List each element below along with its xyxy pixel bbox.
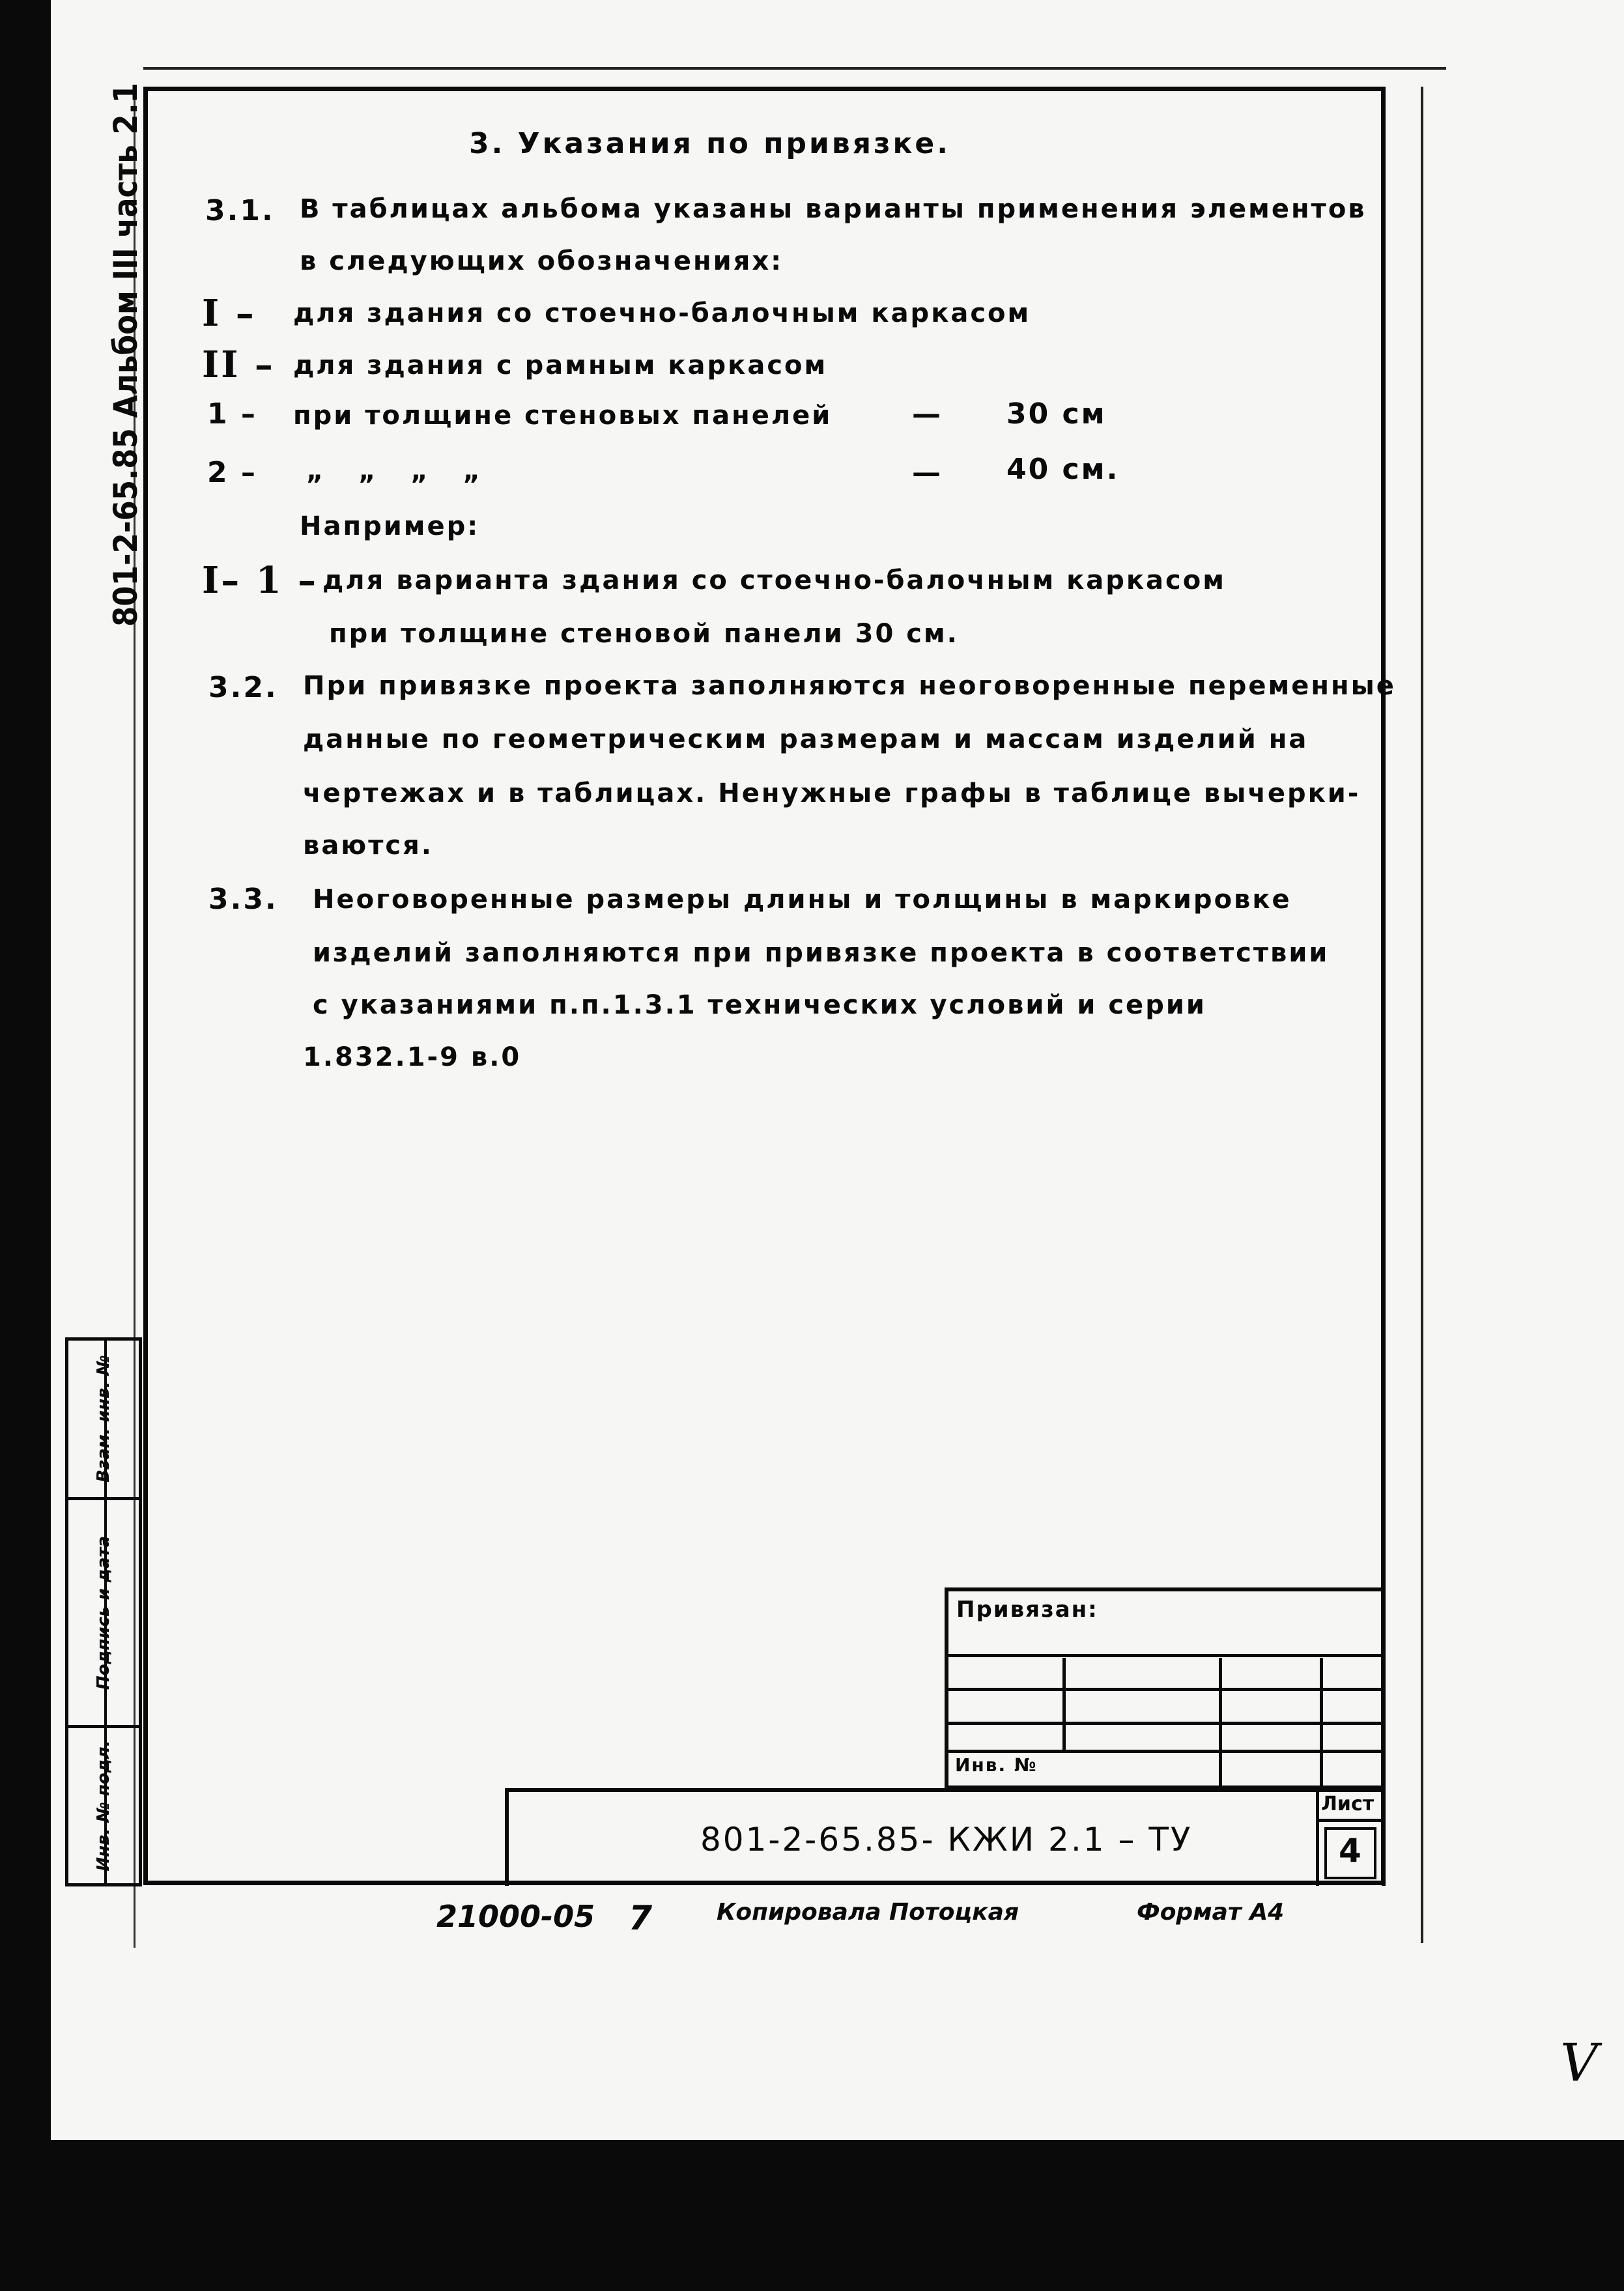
stamp-cell-podpis xyxy=(68,1500,139,1728)
footer-page: 7 xyxy=(629,1899,653,1938)
legend-mark-1: I – xyxy=(202,292,256,335)
s31-text: В таблицах альбома указаны варианты применения элементов xyxy=(300,194,1367,224)
example-text: для варианта здания со стоечно-балочным каркасом xyxy=(322,565,1226,595)
stamp-podpis-label: Подпись и дата xyxy=(94,1535,113,1690)
s32-line-3: чертежах и в таблицах. Ненужные графы в таблице вычерки- xyxy=(303,778,1361,808)
sheet-divider xyxy=(1316,1819,1386,1822)
tb-row-3 xyxy=(948,1722,1382,1725)
stamp-cell-inv xyxy=(68,1728,139,1883)
stamp-inv-label: Инв. № подл. xyxy=(94,1740,113,1871)
s32-line-1: При привязке проекта заполняются неоговоренные переменные xyxy=(303,671,1396,701)
inv-no-label: Инв. № xyxy=(955,1754,1038,1776)
legend-mark-3: 1 – xyxy=(207,397,257,431)
s31-number: 3.1. xyxy=(205,194,275,227)
scan-edge-bottom xyxy=(0,2140,1624,2291)
legend-dash-4: — xyxy=(912,456,943,489)
sheet-top-line xyxy=(143,67,1446,70)
side-code-text: 801-2-65.85 Альбом III часть 2.1 xyxy=(107,82,145,627)
tb-col-2 xyxy=(1219,1658,1222,1788)
frame-right-line xyxy=(1421,87,1423,1943)
example-label: Например: xyxy=(300,511,480,541)
handwritten-check-mark: V xyxy=(1560,2032,1598,2093)
s33-line-3: с указаниями п.п.1.3.1 технических условий и серии xyxy=(313,990,1206,1020)
legend-value-3: 30 см xyxy=(1006,397,1107,431)
legend-text-1: для здания со стоечно-балочным каркасом xyxy=(293,298,1031,328)
legend-text-4: „ „ „ „ xyxy=(306,456,493,486)
tb-col-3 xyxy=(1320,1658,1323,1788)
sheet-label: Лист xyxy=(1321,1793,1375,1815)
legend-dash-3: — xyxy=(912,397,943,431)
stamp-vzam-label: Взам. инв. № xyxy=(94,1355,113,1483)
privyazan-label: Привязан: xyxy=(956,1597,1098,1623)
s32-line-4: ваются. xyxy=(303,831,433,861)
s33-line-1: Неоговоренные размеры длины и толщины в маркировке xyxy=(313,885,1292,915)
legend-value-4: 40 см. xyxy=(1006,453,1120,486)
section-title: 3. Указания по привязке. xyxy=(469,127,950,160)
footer-format: Формат А4 xyxy=(1137,1899,1285,1926)
s32-line-2: данные по геометрическим размерам и массам изделий на xyxy=(303,724,1309,754)
tb-row-2 xyxy=(948,1688,1382,1691)
titleblock-upper xyxy=(945,1587,1386,1789)
document-code: 801-2-65.85- КЖИ 2.1 – ТУ xyxy=(700,1821,1193,1858)
example-text2: при толщине стеновой панели 30 см. xyxy=(329,619,959,649)
sheet-number: 4 xyxy=(1339,1832,1361,1870)
s33-line-2: изделий заполняются при привязке проекта в соответствии xyxy=(313,938,1330,968)
tb-row-1 xyxy=(948,1654,1382,1657)
legend-text-2: для здания с рамным каркасом xyxy=(293,350,828,380)
s32-number: 3.2. xyxy=(208,671,278,704)
left-stamp xyxy=(65,1337,142,1886)
footer-copied: Копировала Потоцкая xyxy=(717,1899,1019,1926)
legend-mark-4: 2 – xyxy=(207,456,257,489)
scan-edge-left xyxy=(0,0,51,2291)
legend-text-3: при толщине стеновых панелей xyxy=(293,401,833,431)
example-mark: I– 1 – xyxy=(202,559,319,602)
s33-line-4: 1.832.1-9 в.0 xyxy=(303,1042,522,1072)
footer-order: 21000-05 xyxy=(436,1899,595,1934)
tb-col-1 xyxy=(1062,1658,1066,1752)
stamp-cell-vzam xyxy=(68,1341,139,1500)
s31-text2: в следующих обозначениях: xyxy=(300,246,784,276)
tb-row-4 xyxy=(948,1750,1382,1753)
legend-mark-2: II – xyxy=(202,343,275,386)
s33-number: 3.3. xyxy=(208,883,278,916)
